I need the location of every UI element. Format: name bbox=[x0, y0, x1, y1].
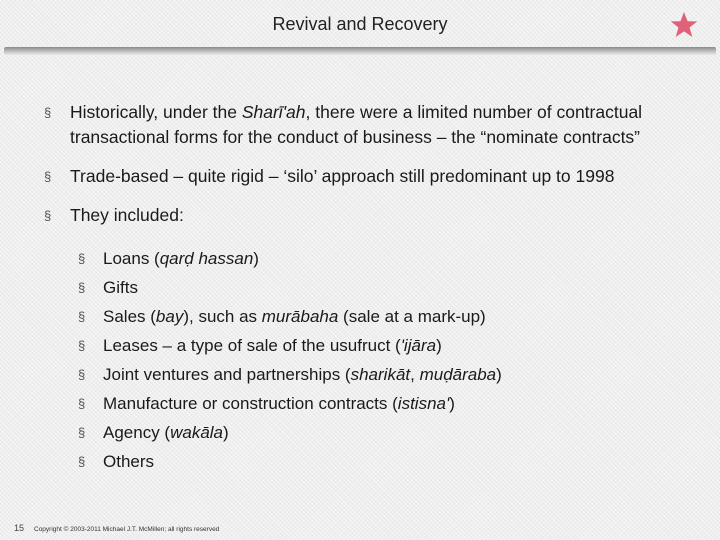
bullet-marker: § bbox=[78, 251, 86, 266]
sub-bullet-item bbox=[78, 247, 698, 271]
bullet-text bbox=[70, 164, 704, 189]
text-run: Trade-based – quite rigid – ‘silo’ approach still predominant up to 1998 bbox=[70, 166, 615, 186]
bullet-text bbox=[70, 100, 704, 150]
sub-bullet-item bbox=[78, 334, 698, 358]
sub-bullet-item bbox=[78, 450, 698, 474]
italic-term: murābaha bbox=[261, 307, 339, 326]
slide-title: Revival and Recovery bbox=[272, 14, 448, 34]
bullet-marker: § bbox=[78, 338, 86, 353]
text-run: ), such as bbox=[183, 307, 262, 326]
text-run: Manufacture or construction contracts ( bbox=[103, 394, 398, 413]
italic-term: Sharī'ah bbox=[241, 102, 306, 122]
bullet-marker: § bbox=[78, 454, 86, 469]
text-run: Leases – a type of sale of the usufruct ( bbox=[103, 336, 401, 355]
sub-bullet-item bbox=[78, 305, 698, 329]
text-run: Loans ( bbox=[103, 249, 160, 268]
italic-term: istisna' bbox=[397, 394, 450, 413]
bullet-marker: § bbox=[44, 105, 52, 120]
bullet-item bbox=[44, 164, 704, 189]
bullet-marker: § bbox=[78, 367, 86, 382]
italic-term: wakāla bbox=[170, 423, 224, 442]
italic-term: bay bbox=[155, 307, 184, 326]
sub-bullet-text bbox=[103, 363, 698, 387]
bullet-marker: § bbox=[44, 208, 52, 223]
text-run: , there were a limited number of contractual transactional forms for the conduct of business – the “nominate contracts” bbox=[70, 102, 643, 147]
text-run: Gifts bbox=[103, 278, 138, 297]
italic-term: qarḍ hassan bbox=[159, 249, 254, 268]
sub-bullet-text bbox=[103, 247, 698, 271]
text-run: They included: bbox=[70, 205, 184, 225]
bullet-marker: § bbox=[78, 425, 86, 440]
text-run: Sales ( bbox=[103, 307, 156, 326]
sub-bullet-item bbox=[78, 363, 698, 387]
sub-bullet-text bbox=[103, 392, 698, 416]
text-run: ) bbox=[253, 249, 259, 268]
text-run: Joint ventures and partnerships ( bbox=[103, 365, 351, 384]
text-run: ) bbox=[223, 423, 229, 442]
bullet-marker: § bbox=[78, 396, 86, 411]
page-number: 15 bbox=[14, 523, 25, 533]
text-run: ) bbox=[449, 394, 455, 413]
bullet-item bbox=[44, 203, 704, 228]
sub-bullet-text bbox=[103, 450, 698, 474]
sub-bullet-text bbox=[103, 305, 698, 329]
text-run: ) bbox=[496, 365, 502, 384]
text-run: (sale at a mark-up) bbox=[338, 307, 486, 326]
sub-bullet-item bbox=[78, 421, 698, 445]
bullet-marker: § bbox=[78, 309, 86, 324]
italic-term: 'ijāra bbox=[400, 336, 437, 355]
text-run: Others bbox=[103, 452, 155, 471]
bullet-marker: § bbox=[44, 169, 52, 184]
text-run: Historically, under the bbox=[70, 102, 242, 122]
sub-bullet-text bbox=[103, 276, 698, 300]
bullet-item bbox=[44, 100, 704, 150]
italic-term: muḍāraba bbox=[419, 365, 497, 384]
text-run: , bbox=[410, 365, 420, 384]
text-run: Agency ( bbox=[103, 423, 171, 442]
copyright-notice: Copyright © 2003-2011 Michael J.T. McMillen; all rights reserved bbox=[34, 526, 220, 533]
bullet-marker: § bbox=[78, 280, 86, 295]
sub-bullet-item bbox=[78, 276, 698, 300]
bullet-text bbox=[70, 203, 704, 228]
text-run: ) bbox=[436, 336, 442, 355]
italic-term: sharikāt bbox=[350, 365, 411, 384]
sub-bullet-text bbox=[103, 421, 698, 445]
sub-bullet-item bbox=[78, 392, 698, 416]
sub-bullet-text bbox=[103, 334, 698, 358]
